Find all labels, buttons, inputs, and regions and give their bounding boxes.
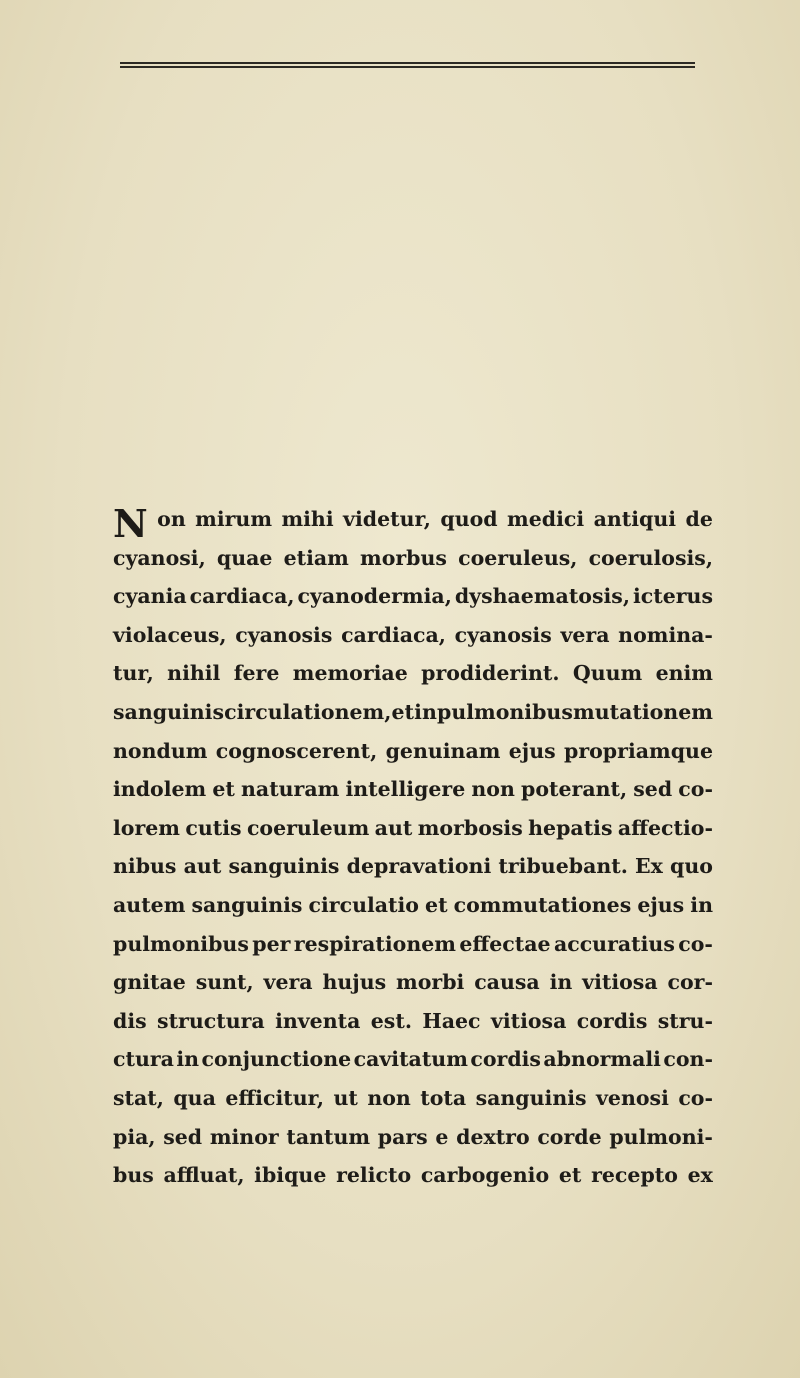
- word: sed: [633, 777, 673, 802]
- word: autem: [113, 892, 186, 917]
- word: cyania: [113, 584, 187, 609]
- word: vitiosa: [582, 970, 658, 995]
- word: ctura: [113, 1047, 174, 1072]
- word: qua: [173, 1085, 216, 1110]
- word: sanguinis: [228, 854, 340, 879]
- word: ex: [687, 1163, 713, 1188]
- word: pulmonibus: [113, 931, 249, 956]
- word: tribuebant.: [498, 854, 628, 879]
- word: morbosis: [417, 815, 523, 840]
- word: structura: [157, 1008, 265, 1033]
- word: cyanosis: [235, 622, 333, 647]
- word: sanguinis: [191, 892, 303, 917]
- text-line-1: [113, 500, 713, 546]
- word: ejus: [508, 738, 556, 763]
- word: est.: [370, 1008, 412, 1033]
- word: in: [690, 892, 713, 917]
- word: prodiderint.: [421, 661, 560, 686]
- word: pulmoni-: [609, 1124, 713, 1149]
- word: icterus: [632, 584, 713, 609]
- word: medici: [507, 507, 585, 531]
- word: coerulosis,: [588, 545, 713, 570]
- word: dextro: [456, 1124, 530, 1149]
- word: cutis: [185, 815, 242, 840]
- word: recepto: [591, 1163, 678, 1188]
- word: cognoscerent,: [215, 738, 378, 763]
- word: circulationem,: [224, 699, 392, 724]
- word: commutationes: [453, 892, 632, 917]
- word: affectio-: [617, 815, 713, 840]
- word: mutationem: [573, 699, 713, 724]
- word: et: [391, 699, 415, 724]
- text-line-16: [113, 1079, 713, 1118]
- word: mihi: [281, 507, 334, 531]
- word: nomina-: [618, 622, 713, 647]
- word: efficitur,: [225, 1085, 325, 1110]
- word: causa: [474, 970, 540, 995]
- word: tota: [420, 1085, 467, 1110]
- word: per: [252, 931, 291, 956]
- word: stru-: [657, 1008, 713, 1033]
- word: nibus: [113, 854, 177, 879]
- word: circulatio: [308, 892, 419, 917]
- word: vera: [263, 970, 313, 995]
- word: et: [558, 1163, 582, 1188]
- text-line-3: [113, 577, 713, 616]
- word: inventa: [275, 1008, 361, 1033]
- text-line-8: [113, 770, 713, 809]
- latin-paragraph: [113, 500, 713, 1195]
- header-double-rule: [120, 62, 695, 68]
- word: aut: [374, 815, 413, 840]
- word: hujus: [322, 970, 387, 995]
- word: coeruleus,: [458, 545, 578, 570]
- word: naturam: [241, 777, 340, 802]
- word: cyanosis: [454, 622, 552, 647]
- word: quae: [216, 545, 273, 570]
- text-line-5: [113, 654, 713, 693]
- word: et: [425, 892, 448, 917]
- text-line-2: [113, 539, 713, 578]
- word: sanguinis: [475, 1085, 587, 1110]
- word: abnormali: [543, 1047, 661, 1072]
- word: ibique: [254, 1163, 327, 1188]
- text-line-17: [113, 1118, 713, 1157]
- word: cardiaca,: [341, 622, 446, 647]
- word: sunt,: [195, 970, 254, 995]
- word: ut: [333, 1085, 358, 1110]
- text-line-9: [113, 809, 713, 848]
- word: con-: [663, 1047, 713, 1072]
- text-line-4: [113, 616, 713, 655]
- word: fere: [233, 661, 280, 686]
- word: cardiaca,: [189, 584, 295, 609]
- word: vitiosa: [490, 1008, 567, 1033]
- word: effectae: [459, 931, 551, 956]
- word: intelligere: [345, 777, 466, 802]
- word: antiqui: [593, 507, 677, 531]
- word: dis: [113, 1008, 147, 1033]
- word: venosi: [596, 1085, 669, 1110]
- text-line-6: [113, 693, 713, 732]
- word: dyshaematosis,: [454, 584, 630, 609]
- word: accuratius: [553, 931, 675, 956]
- word: morbus: [360, 545, 447, 570]
- word: in: [414, 699, 437, 724]
- word: on: [157, 507, 186, 531]
- text-line-11: [113, 886, 713, 925]
- word: coeruleum: [246, 815, 370, 840]
- word: indolem: [113, 777, 207, 802]
- word: memoriae: [292, 661, 408, 686]
- word: e: [435, 1124, 449, 1149]
- word: violaceus,: [113, 622, 227, 647]
- word: etiam: [283, 545, 349, 570]
- word: lorem: [113, 815, 180, 840]
- word: videtur,: [343, 507, 431, 531]
- word: non: [471, 777, 515, 802]
- word: quo: [670, 854, 713, 879]
- word: cordis: [470, 1047, 541, 1072]
- word: Haec: [422, 1008, 481, 1033]
- word: de: [685, 507, 713, 531]
- word: aut: [183, 854, 222, 879]
- word: minor: [209, 1124, 279, 1149]
- word: pulmonibus: [437, 699, 573, 724]
- word: corde: [537, 1124, 602, 1149]
- word: co-: [678, 1085, 713, 1110]
- word: Quum: [572, 661, 643, 686]
- word: respirationem: [293, 931, 456, 956]
- word: in: [176, 1047, 200, 1072]
- word: poterant,: [521, 777, 628, 802]
- word: affluat,: [163, 1163, 245, 1188]
- word: tantum: [286, 1124, 371, 1149]
- word: sed: [163, 1124, 203, 1149]
- word: pia,: [113, 1124, 156, 1149]
- word: co-: [678, 931, 713, 956]
- word: co-: [678, 777, 713, 802]
- word: cyanodermia,: [297, 584, 452, 609]
- word: enim: [655, 661, 713, 686]
- text-line-13: [113, 963, 713, 1002]
- text-line-18: [113, 1156, 713, 1195]
- drop-cap: N: [113, 500, 148, 546]
- word: Ex: [635, 854, 663, 879]
- word: nihil: [167, 661, 221, 686]
- word: quod: [440, 507, 498, 531]
- word: genuinam: [385, 738, 501, 763]
- word: et: [212, 777, 235, 802]
- word: carbogenio: [420, 1163, 550, 1188]
- word: relicto: [336, 1163, 412, 1188]
- word: non: [367, 1085, 411, 1110]
- word: vera: [560, 622, 610, 647]
- text-line-14: [113, 1002, 713, 1041]
- word: propriamque: [564, 738, 713, 763]
- word: nondum: [113, 738, 208, 763]
- text-line-7: [113, 732, 713, 771]
- word: stat,: [113, 1085, 164, 1110]
- text-line-15: [113, 1040, 713, 1079]
- word: morbi: [396, 970, 465, 995]
- text-line-10: [113, 847, 713, 886]
- text-line-12: [113, 925, 713, 964]
- word: pars: [377, 1124, 428, 1149]
- word: tur,: [113, 661, 154, 686]
- word: conjunctione: [201, 1047, 352, 1072]
- word: cor-: [667, 970, 713, 995]
- word: depravationi: [346, 854, 492, 879]
- word: bus: [113, 1163, 154, 1188]
- word: in: [549, 970, 573, 995]
- word: cavitatum: [353, 1047, 468, 1072]
- word: sanguinis: [113, 699, 224, 724]
- word: hepatis: [528, 815, 613, 840]
- word: ejus: [637, 892, 685, 917]
- word: gnitae: [113, 970, 186, 995]
- word: cyanosi,: [113, 545, 206, 570]
- word: mirum: [195, 507, 273, 531]
- word: cordis: [576, 1008, 648, 1033]
